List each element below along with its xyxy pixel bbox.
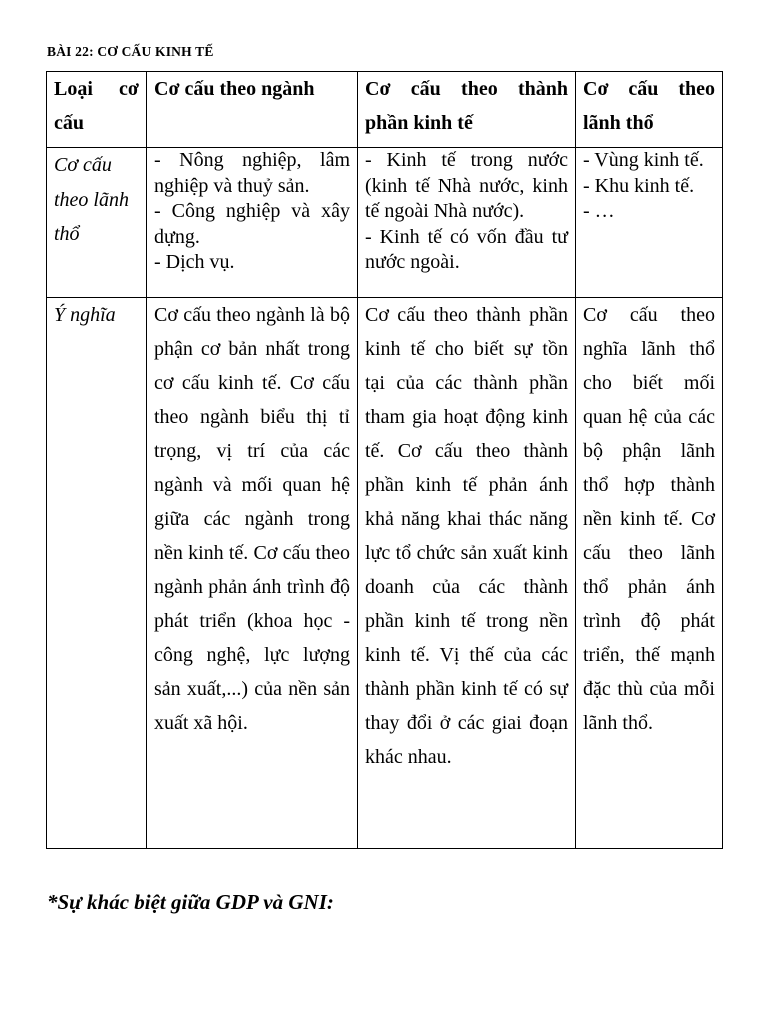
row-label-meaning: Ý nghĩa (47, 298, 147, 849)
header-by-territory: Cơ cấu theo lãnh thổ (576, 72, 723, 148)
header-by-ownership: Cơ cấu theo thành phần kinh tế (358, 72, 576, 148)
row-label-types: Cơ cấu theo lãnh thổ (47, 148, 147, 298)
list-item: - Dịch vụ. (154, 251, 235, 273)
economic-structure-table (46, 71, 723, 849)
ownership-items-cell (358, 148, 576, 298)
header-by-sector: Cơ cấu theo ngành (147, 72, 358, 148)
ownership-meaning-cell: Cơ cấu theo thành phần kinh tế cho biết sự tồn tại của các thành phần tham gia hoạt động kinh tế. Cơ cấu theo thành phần kinh tế phản ánh khả năng khai thác năng lực tổ chức sản xuất kinh doanh của các thành phần kinh tế trong nền kinh tế. Vị thế của các thành phần kinh tế có sự thay đổi ở các giai đoạn khác nhau. (358, 298, 576, 849)
table-row-meaning (47, 298, 723, 849)
gdp-gni-section-heading: *Sự khác biệt giữa GDP và GNI: (47, 890, 334, 914)
document-title: BÀI 22: CƠ CẤU KINH TẾ (47, 44, 214, 59)
list-item: - Công nghiệp và xây dựng. (154, 200, 350, 248)
list-item: - … (583, 200, 615, 222)
table-header-row (47, 72, 723, 148)
list-item: - Khu kinh tế. (583, 174, 695, 197)
list-item: - Kinh tế trong nước (kinh tế Nhà nước, kinh tế ngoài Nhà nước). (365, 149, 568, 222)
territory-items-cell (576, 148, 723, 298)
territory-meaning-cell: Cơ cấu theo nghĩa lãnh thổ cho biết mối quan hệ của các bộ phận lãnh thổ hợp thành nền kinh tế. Cơ cấu theo lãnh thổ phản ánh trình độ phát triển, thế mạnh đặc thù của mỗi lãnh thổ. (576, 298, 723, 849)
list-item: - Vùng kinh tế. (583, 149, 704, 171)
sector-meaning-cell: Cơ cấu theo ngành là bộ phận cơ bản nhất trong cơ cấu kinh tế. Cơ cấu theo ngành biểu thị tỉ trọng, vị trí của các ngành và mối quan hệ giữa các ngành trong nền kinh tế. Cơ cấu theo ngành phản ánh trình độ phát triển (khoa học - công nghệ, lực lượng sản xuất,...) của nền sản xuất xã hội. (147, 298, 358, 849)
sector-items-cell (147, 148, 358, 298)
table-row-types (47, 148, 723, 298)
list-item: - Nông nghiệp, lâm nghiệp và thuỷ sản. (154, 149, 350, 197)
header-structure-type: Loại cơ cấu (47, 72, 147, 148)
list-item: - Kinh tế có vốn đầu tư nước ngoài. (365, 225, 568, 273)
